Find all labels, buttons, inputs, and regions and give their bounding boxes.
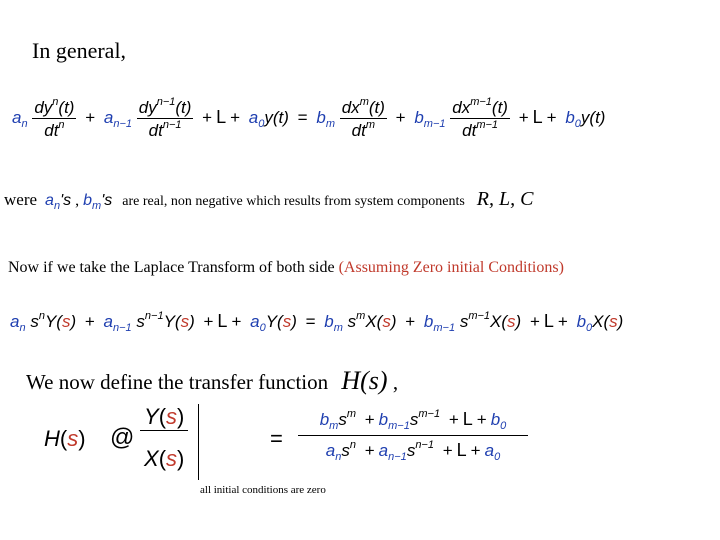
intro-heading: In general, [32, 38, 127, 63]
tf-denominator: X(s) [144, 446, 185, 471]
an-symbol: $a_n$ [45, 192, 61, 212]
frac-dn1y: $\frac{dy^{n-1}(t)}{dt^{n-1}}$ [138, 96, 192, 140]
tf-ratio-numerator: $b_ms^m + b_{m-1}s^{m-1} + L + b_0$ [298, 408, 528, 436]
zero-ic-note: (Assuming Zero initial Conditions) [338, 259, 564, 276]
transfer-function-equation [44, 404, 544, 504]
description-text: are real, non negative which results from system components [122, 194, 465, 209]
initial-conditions-note: all initial conditions are zero [200, 484, 326, 496]
laplace-equation: $a_n$ $s^nY(s) + a_{n-1}$ $s^{n-1}Y(s) + L + a_0Y(s) = b_m$ $s^mX(s) + b_{m-1}$ $s^{m-1}X(s) + L + b_0X(s)$ [10, 310, 624, 334]
tf-ratio [298, 408, 528, 463]
coef-an: $a_n$ [12, 107, 28, 130]
tf-lhs: H(s) [44, 426, 86, 451]
hs-symbol: H(s) [341, 366, 388, 395]
evaluation-bar [198, 404, 199, 480]
defined-as-symbol: @ [110, 424, 135, 451]
laplace-statement: Now if we take the Laplace Transform of both side (Assuming Zero initial Conditions) [8, 259, 564, 276]
transfer-function-statement: We now define the transfer function H(s) , [26, 366, 399, 395]
coef-an-1: $a_{n-1}$ [103, 107, 133, 130]
rlc-components: R, L, C [476, 188, 534, 210]
coefficient-description: were $a_n's$ , $b_m's$ are real, non negative which results from system components R, L, C [4, 188, 534, 212]
tf-ratio-denominator: $a_ns^n + a_{n-1}s^{n-1} + L + a_0$ [325, 439, 501, 463]
frac-dmx: $\frac{dx^m(t)}{dt^m}$ [341, 96, 385, 140]
tf-numerator: Y(s) [140, 404, 188, 431]
differential-equation: $a_n$ $\frac{dy^n(t)}{dt^n}$ + $a_{n-1}$ $\frac{dy^{n-1}(t)}{dt^{n-1}}$ + $L + a_0y(t) = b_m$ $\frac{dx^m(t)}{dt^m}$ + $b_{m-1}$ $\frac{dx^{m-1}(t)}{dt^{m-1}}$ + $L + b_0y(t)$ [12, 96, 606, 140]
frac-dny: $\frac{dy^n(t)}{dt^n}$ [34, 96, 75, 140]
bm-symbol: $b_m$ [83, 192, 102, 212]
equals-sign: = [270, 426, 283, 451]
frac-dm1x: $\frac{dx^{m-1}(t)}{dt^{m-1}}$ [452, 96, 508, 140]
